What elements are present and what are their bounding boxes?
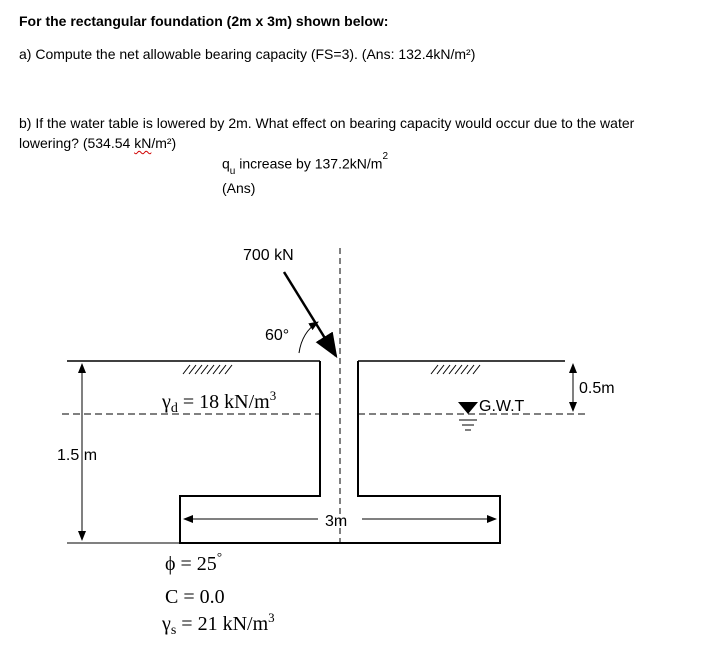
load-arrow bbox=[284, 272, 336, 356]
part-b-line-1: b) If the water table is lowered by 2m. What effect on bearing capacity would occur due to the water bbox=[19, 115, 635, 131]
angle-arc bbox=[299, 322, 318, 353]
ground-hatch-left bbox=[183, 365, 232, 374]
gamma-d-label: $\gamma_d = 18$ $kN/m^3$ bbox=[162, 388, 277, 416]
angle-label: 60° bbox=[265, 327, 290, 344]
load-label: 700 kN bbox=[243, 247, 294, 264]
depth-label: 1.5 m bbox=[57, 447, 98, 464]
problem-heading: For the rectangular foundation (2m x 3m) shown below: bbox=[19, 13, 389, 29]
part-b-unit: kN bbox=[134, 135, 152, 151]
part-b-pre: lowering? (534.54 bbox=[19, 135, 135, 151]
gamma-s-label: $\gamma_s = 21$ $kN/m^3$ bbox=[162, 610, 275, 638]
answer-sub: u bbox=[229, 166, 236, 178]
phi-label: ϕ = 25° bbox=[165, 549, 223, 575]
answer-ans: (Ans) bbox=[222, 180, 256, 196]
answer-q: q bbox=[222, 155, 230, 172]
ground-hatch-right bbox=[431, 365, 480, 374]
cohesion-label: C = 0.0 bbox=[165, 586, 225, 608]
water-depth-label: 0.5m bbox=[579, 380, 615, 397]
answer-text: increase by 137.2kN/m bbox=[235, 155, 383, 172]
part-b-post: /m²) bbox=[151, 135, 177, 151]
part-a-text: a) Compute the net allowable bearing capacity (FS=3). (Ans: 132.4kN/m²) bbox=[19, 46, 476, 62]
water-table-triangle bbox=[458, 402, 478, 414]
width-label: 3m bbox=[325, 513, 348, 530]
answer-sup: 2 bbox=[382, 151, 388, 162]
gwt-label: G.W.T bbox=[479, 398, 525, 415]
